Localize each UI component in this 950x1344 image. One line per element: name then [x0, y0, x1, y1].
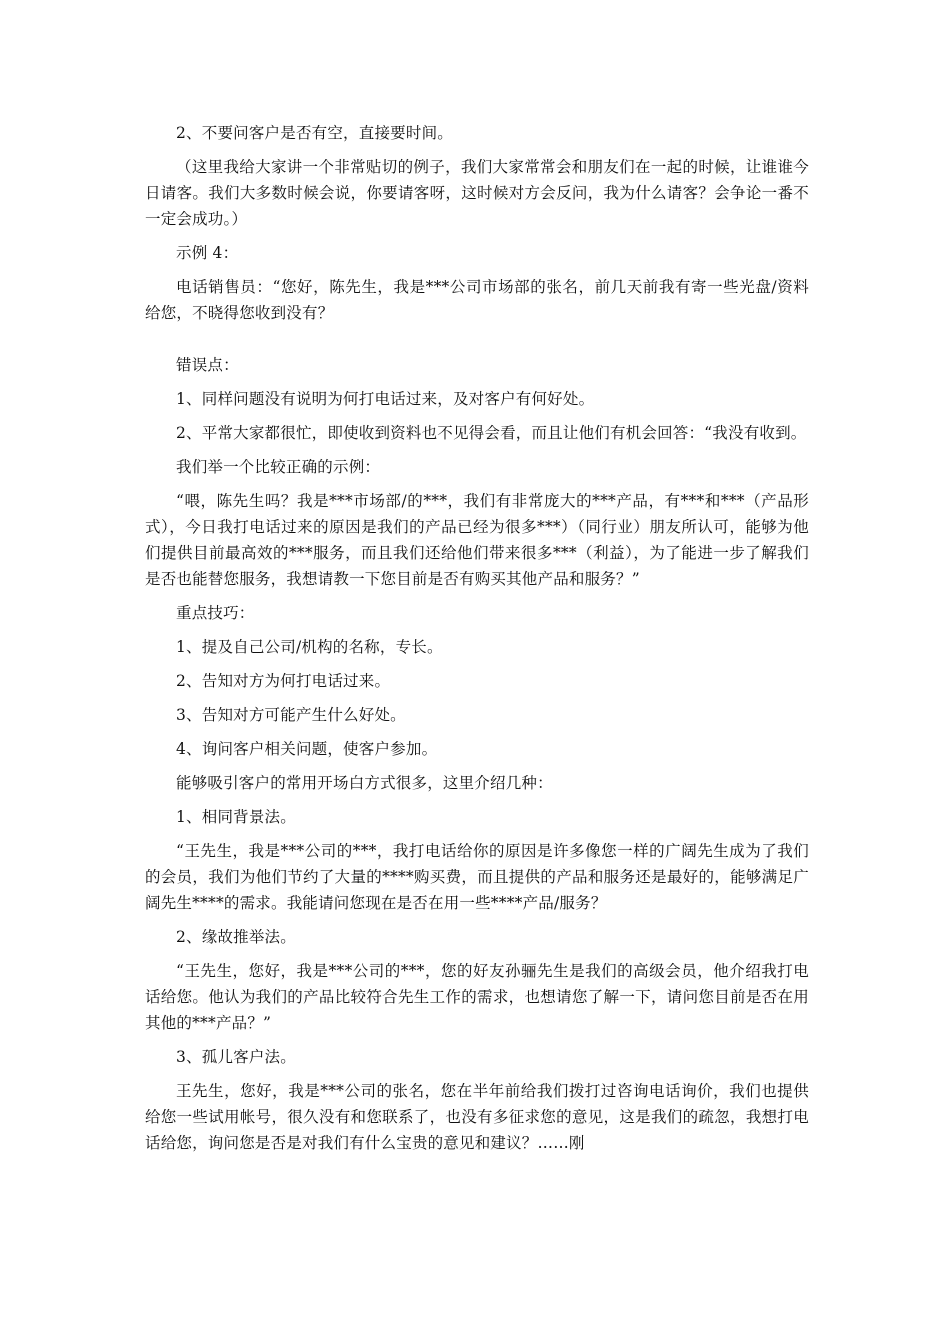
paragraph-skill-4: 4、询问客户相关问题，使客户参加。	[176, 740, 438, 758]
heading-mistakes: 错误点：	[176, 356, 239, 374]
paragraph-salesperson-script: 电话销售员：“您好，陈先生，我是***公司市场部的张名，前几天前我有寄一些光盘/资料给您，不晓得您收到没有？	[145, 278, 809, 322]
paragraph-method-3-script: 王先生，您好，我是***公司的张名，您在半年前给我们拨打过咨询电话询价，我们也提供给您一些试用帐号，很久没有和您联系了，也没有多征求您的意见，这是我们的疏忽，我想打电话给您，询问您是否是对我们有什么宝贵的意见和建议？……刚	[145, 1082, 809, 1152]
paragraph-skill-3: 3、告知对方可能产生什么好处。	[176, 706, 406, 724]
paragraph-method-2-script: “王先生，您好，我是***公司的***，您的好友孙骊先生是我们的高级会员，他介绍我打电话给您。他认为我们的产品比较符合先生工作的需求，也想请您了解一下，请问您目前是否在用其他的***产品？”	[145, 962, 809, 1032]
heading-correct-example: 我们举一个比较正确的示例：	[176, 458, 381, 476]
heading-example-4: 示例 4：	[176, 244, 239, 262]
paragraph-mistake-2: 2、平常大家都很忙，即使收到资料也不见得会看，而且让他们有机会回答：“我没有收到。	[176, 424, 807, 442]
paragraph-skill-1: 1、提及自己公司/机构的名称，专长。	[176, 638, 443, 656]
document-page	[145, 120, 809, 1164]
blank-line	[145, 334, 809, 352]
heading-method-1: 1、相同背景法。	[176, 808, 296, 826]
paragraph-tip-2: 2、不要问客户是否有空，直接要时间。	[176, 124, 453, 142]
paragraph-correct-script: “喂，陈先生吗？我是***市场部/的***，我们有非常庞大的***产品，有***和***（产品形式），今日我打电话过来的原因是我们的产品已经为很多***）（同行业）朋友所认可，能够为他们提供目前最高效的***服务，而且我们还给他们带来很多***（利益），为了能进一步了解我们是否也能替您服务，我想请教一下您目前是否有购买其他产品和服务？”	[145, 492, 809, 588]
paragraph-method-1-script: “王先生，我是***公司的***，我打电话给你的原因是许多像您一样的广阔先生成为了我们的会员，我们为他们节约了大量的****购买费，而且提供的产品和服务还是最好的，能够满足广阔先生****的需求。我能请问您现在是否在用一些****产品/服务？	[145, 842, 809, 912]
paragraph-opening-methods: 能够吸引客户的常用开场白方式很多，这里介绍几种：	[176, 774, 553, 792]
heading-key-skills: 重点技巧：	[176, 604, 255, 622]
paragraph-example-note: （这里我给大家讲一个非常贴切的例子，我们大家常常会和朋友们在一起的时候，让谁谁今日请客。我们大多数时候会说，你要请客呀，这时候对方会反问，我为什么请客？会争论一番不一定会成功。）	[145, 158, 809, 228]
paragraph-mistake-1: 1、同样问题没有说明为何打电话过来，及对客户有何好处。	[176, 390, 595, 408]
heading-method-2: 2、缘故推举法。	[176, 928, 296, 946]
heading-method-3: 3、孤儿客户法。	[176, 1048, 296, 1066]
paragraph-skill-2: 2、告知对方为何打电话过来。	[176, 672, 391, 690]
